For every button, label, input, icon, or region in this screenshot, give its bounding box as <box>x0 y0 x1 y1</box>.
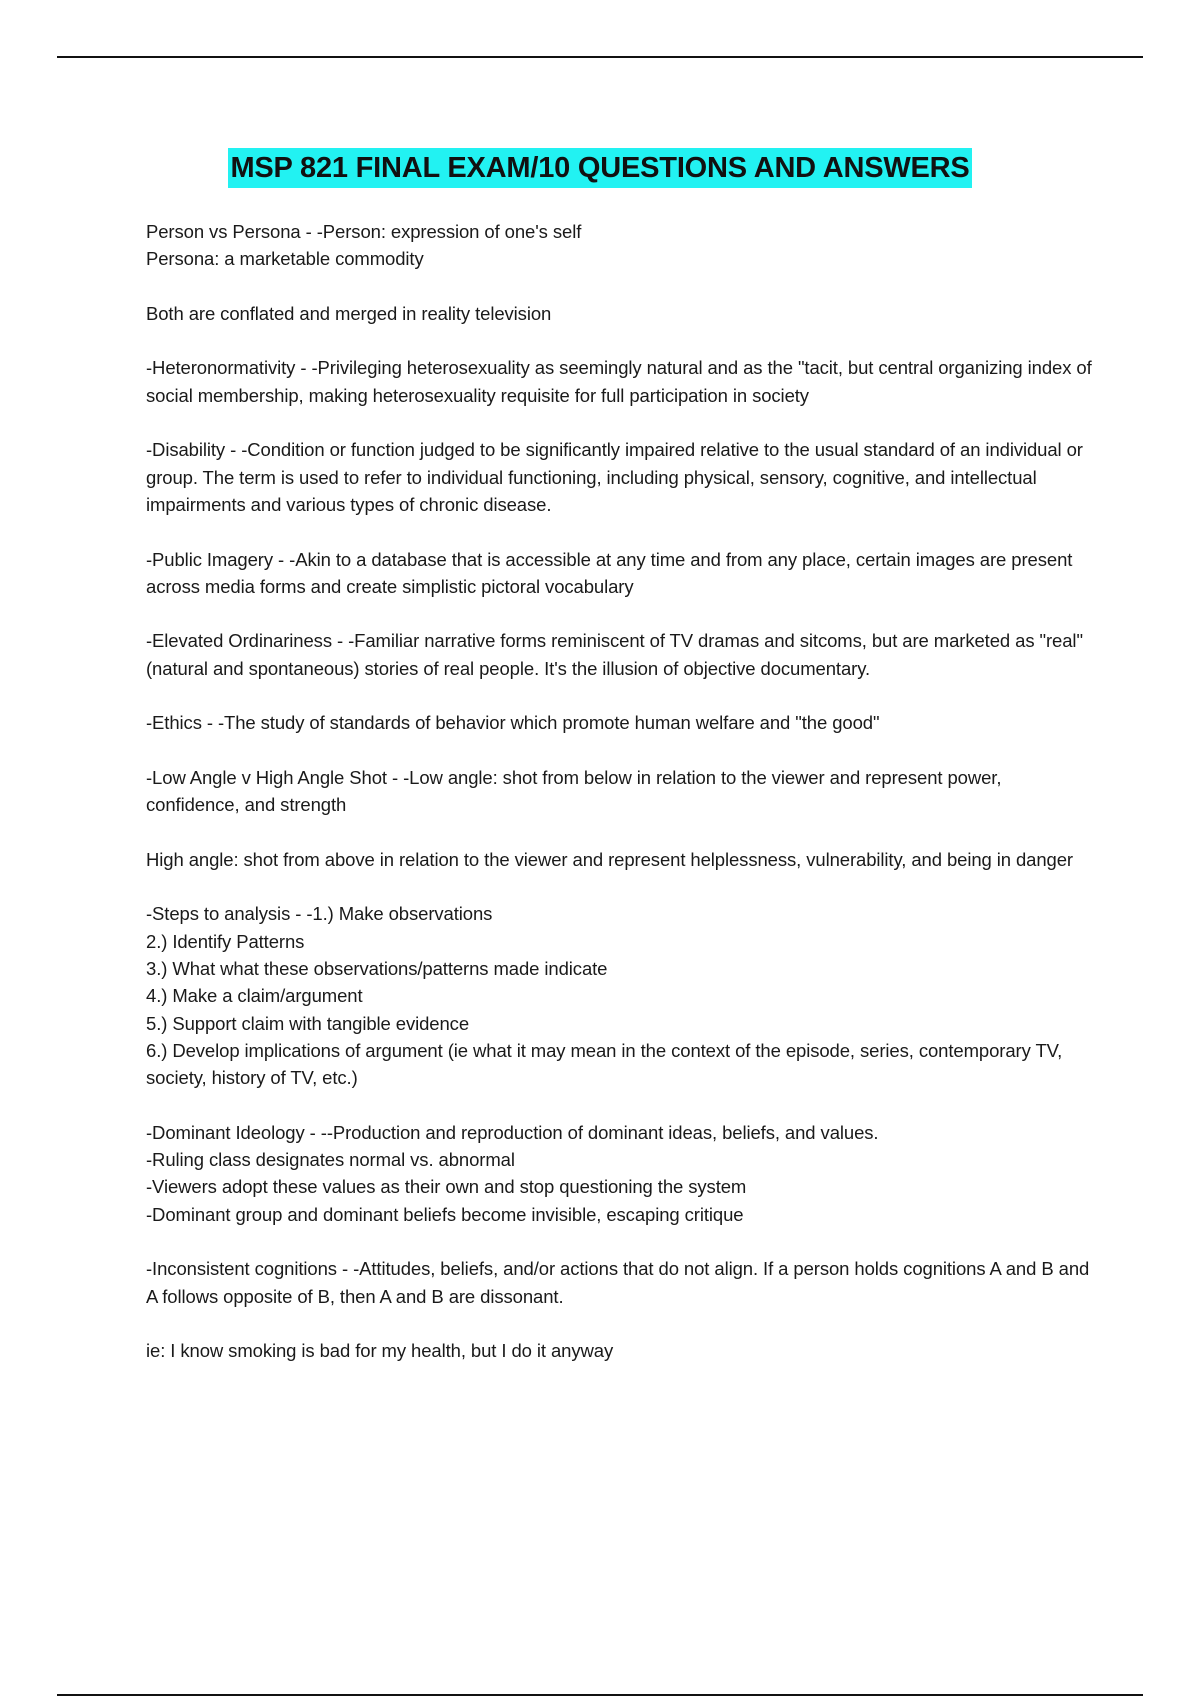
paragraph <box>146 846 1096 873</box>
paragraph <box>146 1255 1096 1310</box>
document-title: MSP 821 FINAL EXAM/10 QUESTIONS AND ANSWERS <box>228 148 971 188</box>
paragraph <box>146 300 1096 327</box>
paragraph <box>146 627 1096 682</box>
text-line: Persona: a marketable commodity <box>146 248 424 270</box>
paragraph <box>146 1337 1096 1364</box>
text-line: -Elevated Ordinariness - -Familiar narrative forms reminiscent of TV dramas and sitcoms, but are marketed as "real" (natural and spontaneous) stories of real people. It's the illusion of objective documentary. <box>146 630 1083 679</box>
text-line: -Inconsistent cognitions - -Attitudes, beliefs, and/or actions that do not align. If a person holds cognitions A and B and A follows opposite of B, then A and B are dissonant. <box>146 1258 1090 1307</box>
paragraph <box>146 709 1096 736</box>
title-container <box>0 148 1200 188</box>
paragraph <box>146 1119 1096 1228</box>
text-line: -Steps to analysis - -1.) Make observations <box>146 903 493 925</box>
text-line: -Dominant Ideology - --Production and reproduction of dominant ideas, beliefs, and values. <box>146 1121 879 1143</box>
paragraph <box>146 764 1096 819</box>
text-line: 2.) Identify Patterns <box>146 930 305 952</box>
paragraph <box>146 354 1096 409</box>
bottom-rule <box>57 1694 1143 1696</box>
document-body <box>146 218 1096 1392</box>
text-line: -Ruling class designates normal vs. abnormal <box>146 1149 515 1171</box>
text-line: Person vs Persona - -Person: expression of one's self <box>146 221 582 242</box>
paragraph <box>146 546 1096 601</box>
text-line: -Disability - -Condition or function judged to be significantly impaired relative to the usual standard of an individual or group. The term is used to refer to individual functioning, including physical, sensory, cognitive, and intellectual impairments and various types of chronic disease. <box>146 439 1083 515</box>
paragraph <box>146 218 1096 273</box>
top-rule <box>57 56 1143 58</box>
text-line: -Viewers adopt these values as their own and stop questioning the system <box>146 1176 747 1198</box>
text-line: High angle: shot from above in relation to the viewer and represent helplessness, vulnerability, and being in danger <box>146 848 1073 870</box>
text-line: ie: I know smoking is bad for my health, but I do it anyway <box>146 1340 614 1362</box>
text-line: 6.) Develop implications of argument (ie what it may mean in the context of the episode, series, contemporary TV, society, history of TV, etc.) <box>146 1039 1063 1089</box>
text-line: -Ethics - -The study of standards of behavior which promote human welfare and "the good" <box>146 712 880 734</box>
text-line: 4.) Make a claim/argument <box>146 985 363 1007</box>
text-line: -Low Angle v High Angle Shot - -Low angle: shot from below in relation to the viewer and represent power, confidence, and strength <box>146 766 1002 816</box>
text-line: -Heteronormativity - -Privileging heterosexuality as seemingly natural and as the "tacit, but central organizing index of social membership, making heterosexuality requisite for full participation in society <box>146 357 1092 406</box>
text-line: 5.) Support claim with tangible evidence <box>146 1012 470 1034</box>
paragraph <box>146 900 1096 1091</box>
text-line: -Public Imagery - -Akin to a database that is accessible at any time and from any place, certain images are present across media forms and create simplistic pictoral vocabulary <box>146 548 1073 597</box>
text-line: -Dominant group and dominant beliefs become invisible, escaping critique <box>146 1203 744 1225</box>
text-line: Both are conflated and merged in reality television <box>146 302 552 324</box>
text-line: 3.) What what these observations/patterns made indicate <box>146 958 608 980</box>
paragraph <box>146 436 1096 518</box>
